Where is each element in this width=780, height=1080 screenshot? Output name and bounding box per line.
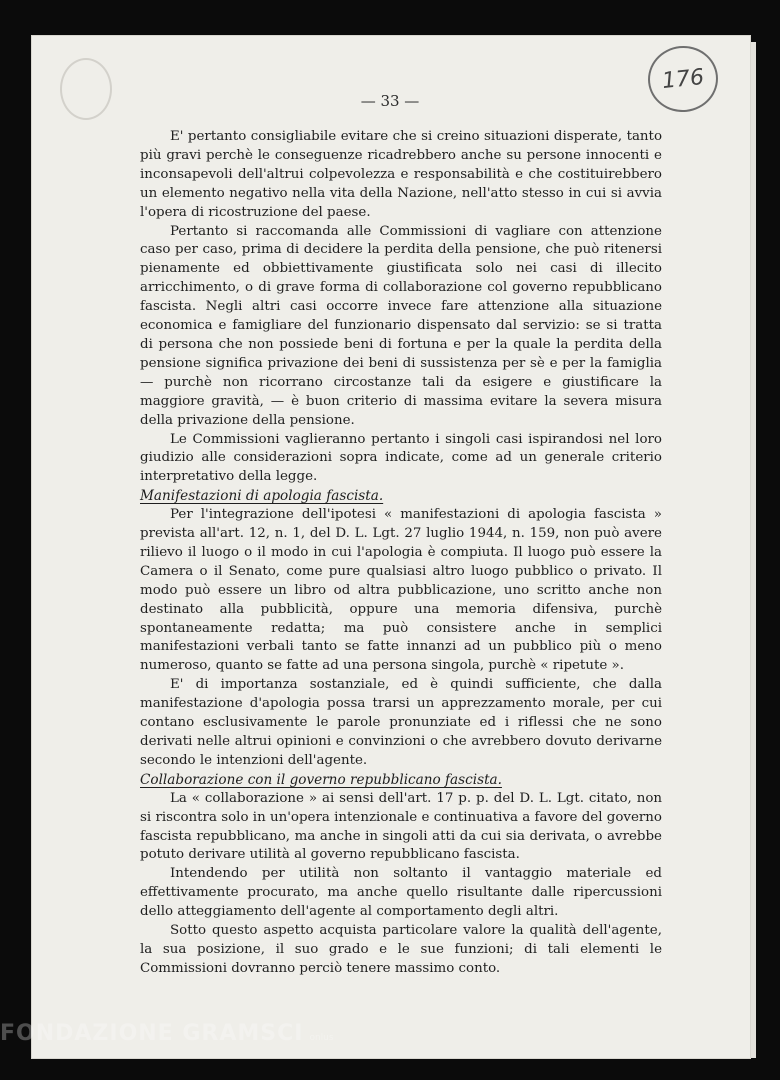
paragraph-intro-3: Le Commissioni vaglieranno pertanto i singoli casi ispirandosi nel loro giudizio alle considerazioni sopra indicate, come ad un generale criterio interpretativo della legge.	[140, 431, 662, 485]
paragraph-apologia-2: E' di importanza sostanziale, ed è quindi sufficiente, che dalla manifestazione d'apologia possa trarsi un apprezzamento morale, per cui contano esclusivamente le parole pronunziate ed i riflessi che ne sono derivati nelle altrui opinioni e convinzioni o che avrebbero dovuto derivarne secondo le intenzioni dell'agente.	[140, 677, 662, 768]
paragraph-intro-1: E' pertanto consigliabile evitare che si creino situazioni disperate, tanto più gravi perchè le conseguenze ricadrebbero anche su persone innocenti e inconsapevoli dell'altrui colpevolezza e responsabilità e che costituirebbero un elemento negativo nella vita della Nazione, nell'atto stesso in cui si avvia l'opera di ricostruzione del paese.	[140, 129, 662, 220]
paragraph-intro-2: Pertanto si raccomanda alle Commissioni di vagliare con attenzione caso per caso, prima di decidere la perdita della pensione, che può ritenersi pienamente ed obbiettivamente giustificata solo nei casi di illecito arricchimento, o di grave forma di collaborazione col governo repubblicano fascista. Negli altri casi occorre invece fare attenzione alla situazione economica e famigliare del funzionario dispensato dal servizio: se si tratta di persona che non possiede beni di fortuna e per la quale la perdita della pensione significa privazione dei beni di sussistenza per sè e per la famiglia — purchè non ricorrano circostanze tali da esigere e giustificare la maggiore gravità, — è buon criterio di massima evitare la severa misura della privazione della pensione.	[140, 223, 662, 428]
page-number: — 33 —	[360, 92, 420, 110]
watermark-subtext: onlus	[309, 1033, 334, 1043]
faded-stamp-mark	[60, 58, 112, 120]
paragraph-collaborazione-1: La « collaborazione » ai sensi dell'art. 17 p. p. del D. L. Lgt. citato, non si riscontra solo in un'opera intenzionale e continuativa a favore del governo fascista repubblicano, ma anche in singoli atti da cui sia derivata, o avrebbe potuto derivare utilità al governo repubblicano fascista.	[140, 790, 662, 863]
paragraph-collaborazione-2: Intendendo per utilità non soltanto il vantaggio materiale ed effettivamente procurato, ma anche quello risultante dalle ripercussioni dello atteggiamento dell'agente al comportamento degli altri.	[140, 866, 662, 920]
watermark-text: FONDAZIONE GRAMSCI	[0, 1021, 304, 1046]
section-heading-apologia: Manifestazioni di apologia fascista.	[140, 488, 384, 505]
stamp-number: 176	[660, 64, 706, 94]
paragraph-apologia-1: Per l'integrazione dell'ipotesi « manifestazioni di apologia fascista » prevista all'art. 12, n. 1, del D. L. Lgt. 27 luglio 1944, n. 159, non può avere rilievo il luogo o il modo in cui l'apologia è compiuta. Il luogo può essere la Camera o il Senato, come pure qualsiasi altro luogo pubblico o privato. Il modo può essere un libro od altra pubblicazione, uno scritto anche non destinato alla pubblicità, oppure una memoria difensiva, purchè spontaneamente redatta; ma può consistere anche in semplici manifestazioni verbali tanto se fatte innanzi ad un pubblico più o meno numeroso, quanto se fatte ad una persona singola, purchè « ripetute ».	[140, 507, 662, 674]
section-heading-collaborazione: Collaborazione con il governo repubblicano fascista.	[140, 771, 502, 788]
archive-watermark	[0, 1021, 334, 1046]
paragraph-collaborazione-3: Sotto questo aspetto acquista particolare valore la qualità dell'agente, la sua posizione, il suo grado e le sue funzioni; di tali elementi le Commissioni dovranno perciò tenere massimo conto.	[140, 923, 662, 976]
document-body	[140, 128, 662, 979]
